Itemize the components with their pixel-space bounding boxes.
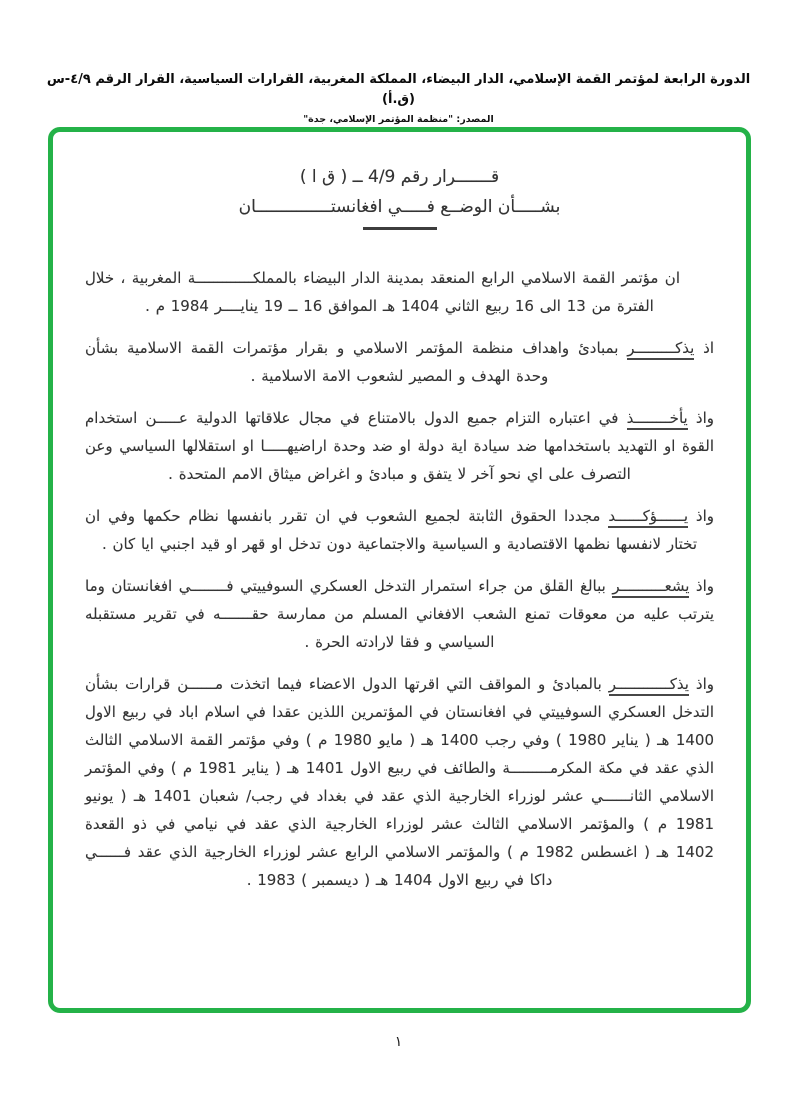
resolution-paragraph — [85, 404, 714, 488]
source-line: المصدر: "منظمة المؤتمر الإسلامي، جدة" — [303, 114, 494, 125]
resolution-paragraph — [85, 334, 714, 390]
resolution-title-block — [85, 162, 714, 230]
resolution-paragraph — [85, 264, 714, 320]
paragraph-keyword-underlined: يــــــؤكــــــد — [608, 507, 688, 528]
paragraph-keyword-underlined: يذكـــــــــر — [627, 339, 694, 360]
paragraph-text: في اعتباره التزام جميع الدول بالامتناع في مجال علاقاتها الدولية عـــــن استخدام القوة او التهديد باستخدامها ضد سيادة اية دولة او ضد وحدة اراضيهـــــا او استقلالها السياسي وعن التصرف على اي نحو آخر لا يتفق و مبادئ و اغراض ميثاق الامم المتحدة . — [85, 409, 714, 483]
paragraph-prefix: واذ — [688, 675, 715, 693]
paragraph-prefix: واذ — [689, 577, 714, 595]
paragraph-text: مجددا الحقوق الثابتة لجميع الشعوب في ان تقرر بانفسها نظام حكمها وفي ان تختار لانفسها نظمها الاقتصادية و السياسية والاجتماعية دون تدخل او قهر او قيد اجنبي ايا كان . — [85, 507, 698, 553]
paragraph-text: بالمبادئ و المواقف التي اقرتها الدول الاعضاء فيما اتخذت مــــــن قرارات بشأن التدخل العسكري السوفييتي في افغانستان في المؤتمرين اللذين عقدا في اسلام اباد في ربيع الاول 1400 هـ ( يناير 1980 ) وفي رجب 1400 هـ ( مايو 1980 م ) وفي مؤتمر القمة الاسلامي الثالث الذي عقد في مكة المكرمـــــــــة والطائف في ربيع الاول 1401 هـ ( يناير 1981 م ) وفي المؤتمر الاسلامي الثانــــــي عشر لوزراء الخارجية الذي عقد في بغداد في رجب/ شعبان 1401 هـ ( يونيو 1981 م ) والمؤتمر الاسلامي الثالث عشر لوزراء الخارجية الذي عقد في نيامي في ذو القعدة 1402 هـ ( اغسطس 1982 م ) والمؤتمر الاسلامي الرابع عشر لوزراء الخارجية الذي عقد فــــــي داكا في ربيع الاول 1404 هـ ( ديسمبر ) 1983 . — [85, 675, 715, 889]
resolution-body — [85, 264, 714, 894]
resolution-paragraph — [85, 502, 714, 558]
title-underline-rule — [363, 227, 437, 230]
paragraph-text: ببالغ القلق من جراء استمرار التدخل العسكري السوفييتي فــــــــي افغانستان وما يترتب عليه من معوقات تمنع الشعب الافغاني المسلم من ممارسة حقـــــــه في تقرير مستقبله السياسي و فقا لارادته الحرة . — [85, 577, 714, 651]
green-border-scan-box — [48, 127, 751, 1013]
paragraph-prefix: اذ — [694, 339, 715, 357]
resolution-number-title: قـــــــرار رقم 4/9 ــ ( ق ا ) — [299, 167, 500, 187]
paragraph-prefix: واذ — [688, 507, 714, 525]
resolution-paragraph — [85, 670, 714, 894]
citation-header — [30, 70, 767, 125]
paragraph-keyword-underlined: يشعــــــــــر — [612, 577, 689, 598]
resolution-paragraph — [85, 572, 714, 656]
citation-line: الدورة الرابعة لمؤتمر القمة الإسلامي، الدار البيضاء، المملكة المغربية، القرارات السياسية، القرار الرقم ٤/٩-س (ق.أ) — [46, 72, 751, 107]
paragraph-keyword-underlined: يذكــــــــــــر — [609, 675, 689, 696]
resolution-subject-title: بشـــــأن الوضــع فـــــي افغانستـــــــــــــــان — [238, 197, 561, 217]
paragraph-text: ان مؤتمر القمة الاسلامي الرابع المنعقد بمدينة الدار البيضاء بالمملكـــــــــــــة المغربية ، خلال الفترة من 13 الى 16 ربيع الثاني 1404 هـ الموافق 16 ــ 19 ينايــــر 1984 م . — [85, 269, 680, 315]
paragraph-prefix: واذ — [687, 409, 714, 427]
paragraph-keyword-underlined: يأخــــــــذ — [627, 409, 688, 430]
paragraph-text: بمبادئ واهداف منظمة المؤتمر الاسلامي و بقرار مؤتمرات القمة الاسلامية بشأن وحدة الهدف و المصير لشعوب الامة الاسلامية . — [85, 339, 628, 385]
page-number: ١ — [394, 1034, 403, 1050]
